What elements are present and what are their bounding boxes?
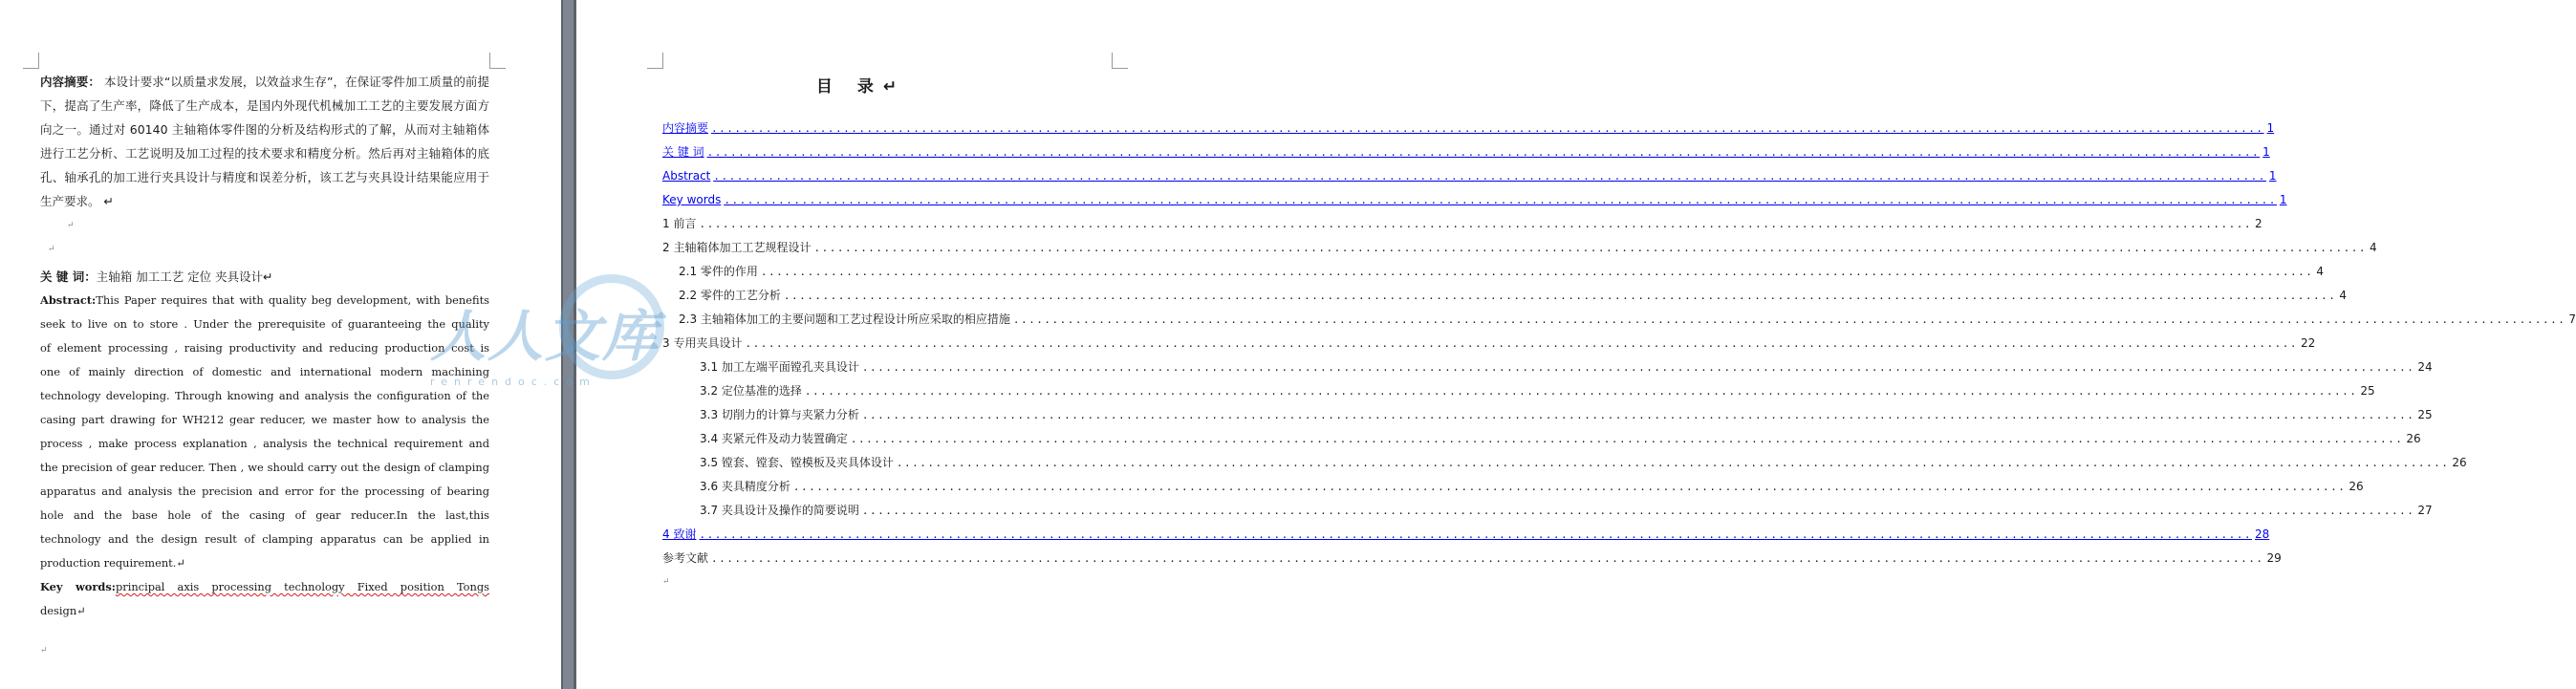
toc-entry-title: 2.3 主轴箱体加工的主要问题和工艺过程设计所应采取的相应措施 — [679, 312, 1010, 326]
keywords-en-line[interactable] — [40, 575, 489, 599]
keywords-cn-text: 主轴箱 加工工艺 定位 夹具设计↵ — [96, 269, 273, 284]
paragraph-mark: ↵ — [40, 646, 48, 656]
toc-entry[interactable] — [700, 379, 2375, 403]
toc-leader-dots: ........................................................................................................................................................................................................ — [713, 170, 2266, 183]
toc-entry[interactable] — [679, 308, 2576, 332]
toc-leader-dots: ........................................................................................................................................................................................................ — [699, 528, 2252, 541]
toc-entry-title: 1 前言 — [662, 217, 697, 230]
margin-corner-mark — [1112, 53, 1128, 69]
toc-leader-dots: ........................................................................................................................................................................................................ — [745, 337, 2298, 350]
toc-entry[interactable] — [662, 164, 2277, 188]
toc-entry-page: 25 — [2417, 408, 2433, 421]
abstract-en-line[interactable]: production requirement.↵ — [40, 556, 185, 570]
abstract-en-line[interactable]: the precision of gear reducer. Then , we should carry out the design of clamping — [40, 461, 489, 474]
toc-entry-page: 27 — [2417, 504, 2433, 517]
toc-entry-title: 3.3 切削力的计算与夹紧力分析 — [700, 408, 859, 421]
keywords-en-line[interactable]: design↵ — [40, 604, 86, 617]
abstract-cn-text: 本设计要求“以质量求发展，以效益求生存”，在保证零件加工质量的前提下，提高了生产率，降低了生产成本，是国内外现代机械加工工艺的主要发展方面方向之一。通过对 60140 主轴箱体零件图的分析及结构形式的了解，从而对主轴箱体进行工艺分析、工艺说明及加工过程的技术要求和精度分析。然后再对主轴箱体的底孔、轴承孔的加工进行夹具设计与精度和误差分析，该工艺与夹具设计结果能应用于生产要求。 ↵ — [40, 75, 489, 208]
toc-entry-title: 参考文献 — [662, 551, 709, 565]
toc-entry[interactable] — [662, 332, 2316, 355]
abstract-en-label: Abstract: — [40, 293, 97, 307]
toc-entry-page: 2 — [2254, 217, 2262, 230]
toc-entry[interactable] — [700, 499, 2433, 523]
toc-title: 目 录↵ — [815, 77, 907, 97]
keywords-en-text: principal axis processing technology Fixed position Tongs — [115, 580, 490, 593]
abstract-en-line[interactable]: process , make process explanation , analysis the technical requirement and — [40, 437, 489, 450]
margin-corner-mark — [23, 53, 39, 69]
toc-leader-dots: ........................................................................................................................................................................................................ — [699, 218, 2252, 230]
keywords-cn-label: 关 键 词： — [40, 269, 97, 284]
abstract-en-line[interactable]: of element processing , raising productivity and reducing production cost is — [40, 341, 489, 355]
toc-entry-page: 25 — [2360, 384, 2375, 398]
toc-entry-title: 关 键 词 — [662, 145, 704, 159]
toc-entry[interactable] — [662, 117, 2275, 140]
toc-entry[interactable] — [662, 140, 2270, 164]
toc-entry-title: 3.1 加工左端平面镗孔夹具设计 — [700, 360, 859, 374]
paragraph-mark: ↵ — [48, 245, 55, 254]
toc-entry[interactable] — [700, 451, 2467, 475]
toc-entry-title: 2.2 零件的工艺分析 — [679, 289, 781, 302]
toc-entry-page: 29 — [2266, 551, 2282, 565]
abstract-en-line[interactable]: apparatus and analysis the precision and error for the processing of bearing — [40, 484, 489, 498]
toc-entry-title: 3.6 夹具精度分析 — [700, 480, 790, 493]
toc-leader-dots: ........................................................................................................................................................................................................ — [711, 122, 2264, 135]
toc-entry-title: 3 专用夹具设计 — [662, 336, 743, 350]
keywords-cn-line[interactable] — [40, 265, 489, 289]
toc-entry-title: 内容摘要 — [662, 121, 709, 135]
toc-entry[interactable] — [700, 355, 2433, 379]
document-page-right — [576, 0, 2576, 689]
toc-entry-title: 4 致谢 — [662, 528, 697, 541]
margin-corner-mark — [489, 53, 506, 69]
toc-entry-page: 4 — [2369, 241, 2377, 254]
toc-leader-dots: ........................................................................................................................................................................................................ — [813, 242, 2367, 254]
toc-entry[interactable] — [679, 260, 2325, 284]
abstract-en-text: This Paper requires that with quality beg development, with benefits — [96, 293, 489, 307]
toc-entry-page: 26 — [2349, 480, 2364, 493]
abstract-cn-paragraph[interactable] — [40, 70, 489, 213]
toc-leader-dots: ........................................................................................................................................................................................................ — [861, 505, 2415, 517]
toc-entry-title: 3.5 镗套、镗套、镗模板及夹具体设计 — [700, 456, 894, 469]
abstract-en-line[interactable]: seek to live on to store . Under the prerequisite of guaranteeing the quality — [40, 317, 489, 331]
toc-entry-title: 2.1 零件的作用 — [679, 265, 758, 278]
toc-entry[interactable] — [700, 475, 2364, 499]
toc-leader-dots: ........................................................................................................................................................................................................ — [711, 552, 2264, 565]
toc-entry-page: 24 — [2417, 360, 2433, 374]
toc-leader-dots: ........................................................................................................................................................................................................ — [861, 409, 2415, 421]
abstract-en-line[interactable]: technology developing. Through knowing and analysis the configuration of the — [40, 389, 489, 402]
toc-entry-page: 1 — [2266, 121, 2275, 135]
toc-entry[interactable] — [662, 547, 2282, 571]
toc-entry[interactable] — [679, 284, 2348, 308]
toc-leader-dots: ........................................................................................................................................................................................................ — [896, 457, 2450, 469]
toc-leader-dots: ........................................................................................................................................................................................................ — [850, 433, 2404, 445]
toc-entry[interactable] — [662, 212, 2262, 236]
toc-leader-dots: ........................................................................................................................................................................................................ — [724, 194, 2277, 206]
abstract-en-line[interactable]: hole and the base hole of the casing of gear reducer.In the last,this — [40, 508, 489, 522]
keywords-en-label: Key words: — [40, 580, 116, 593]
toc-entry-page: 4 — [2339, 289, 2348, 302]
toc-leader-dots: ........................................................................................................................................................................................................ — [1012, 313, 2566, 326]
toc-entry-page: 4 — [2316, 265, 2325, 278]
toc-entry-title: Key words — [662, 193, 722, 206]
abstract-cn-label: 内容摘要： — [40, 75, 100, 89]
toc-entry-title: 3.4 夹紧元件及动力装置确定 — [700, 432, 848, 445]
toc-entry-title: 3.7 夹具设计及操作的简要说明 — [700, 504, 859, 517]
page-divider — [561, 0, 576, 689]
toc-entry-page: 22 — [2300, 336, 2316, 350]
toc-entry-title: Abstract — [662, 169, 711, 183]
toc-entry[interactable] — [662, 188, 2287, 212]
toc-entry-page: 1 — [2262, 145, 2270, 159]
toc-leader-dots: ........................................................................................................................................................................................................ — [760, 266, 2314, 278]
toc-entry[interactable] — [662, 523, 2270, 547]
toc-entry-title: 3.2 定位基准的选择 — [700, 384, 802, 398]
toc-leader-dots: ........................................................................................................................................................................................................ — [861, 361, 2415, 374]
toc-entry-page: 7 — [2568, 312, 2576, 326]
toc-leader-dots: ........................................................................................................................................................................................................ — [706, 146, 2261, 159]
toc-leader-dots: ........................................................................................................................................................................................................ — [792, 481, 2347, 493]
abstract-en-line[interactable] — [40, 289, 489, 312]
watermark-brand: 人人文库 — [430, 304, 660, 369]
toc-entry[interactable] — [700, 427, 2421, 451]
toc-leader-dots: ........................................................................................................................................................................................................ — [804, 385, 2358, 398]
abstract-en-line[interactable]: technology and the design result of clamping apparatus can be applied in — [40, 532, 489, 546]
margin-corner-mark — [647, 53, 663, 69]
abstract-en-line[interactable]: one of mainly direction of domestic and international modern machining — [40, 365, 489, 378]
abstract-en-line[interactable]: casing part drawing for WH212 gear reducer, we master how to analysis the — [40, 413, 489, 426]
toc-leader-dots: ........................................................................................................................................................................................................ — [783, 290, 2337, 302]
toc-entry-page: 1 — [2268, 169, 2277, 183]
toc-entry-page: 26 — [2406, 432, 2421, 445]
toc-entry[interactable] — [700, 403, 2433, 427]
toc-entry-page: 28 — [2254, 528, 2270, 541]
toc-entry-page: 1 — [2279, 193, 2287, 206]
toc-entry[interactable] — [662, 236, 2377, 260]
document-page-left — [0, 0, 561, 689]
paragraph-mark: ↵ — [67, 221, 75, 230]
paragraph-mark: ↵ — [662, 577, 670, 587]
toc-entry-title: 2 主轴箱体加工工艺规程设计 — [662, 241, 812, 254]
watermark-url: renrendoc.com — [430, 376, 596, 388]
toc-entry-page: 26 — [2452, 456, 2467, 469]
